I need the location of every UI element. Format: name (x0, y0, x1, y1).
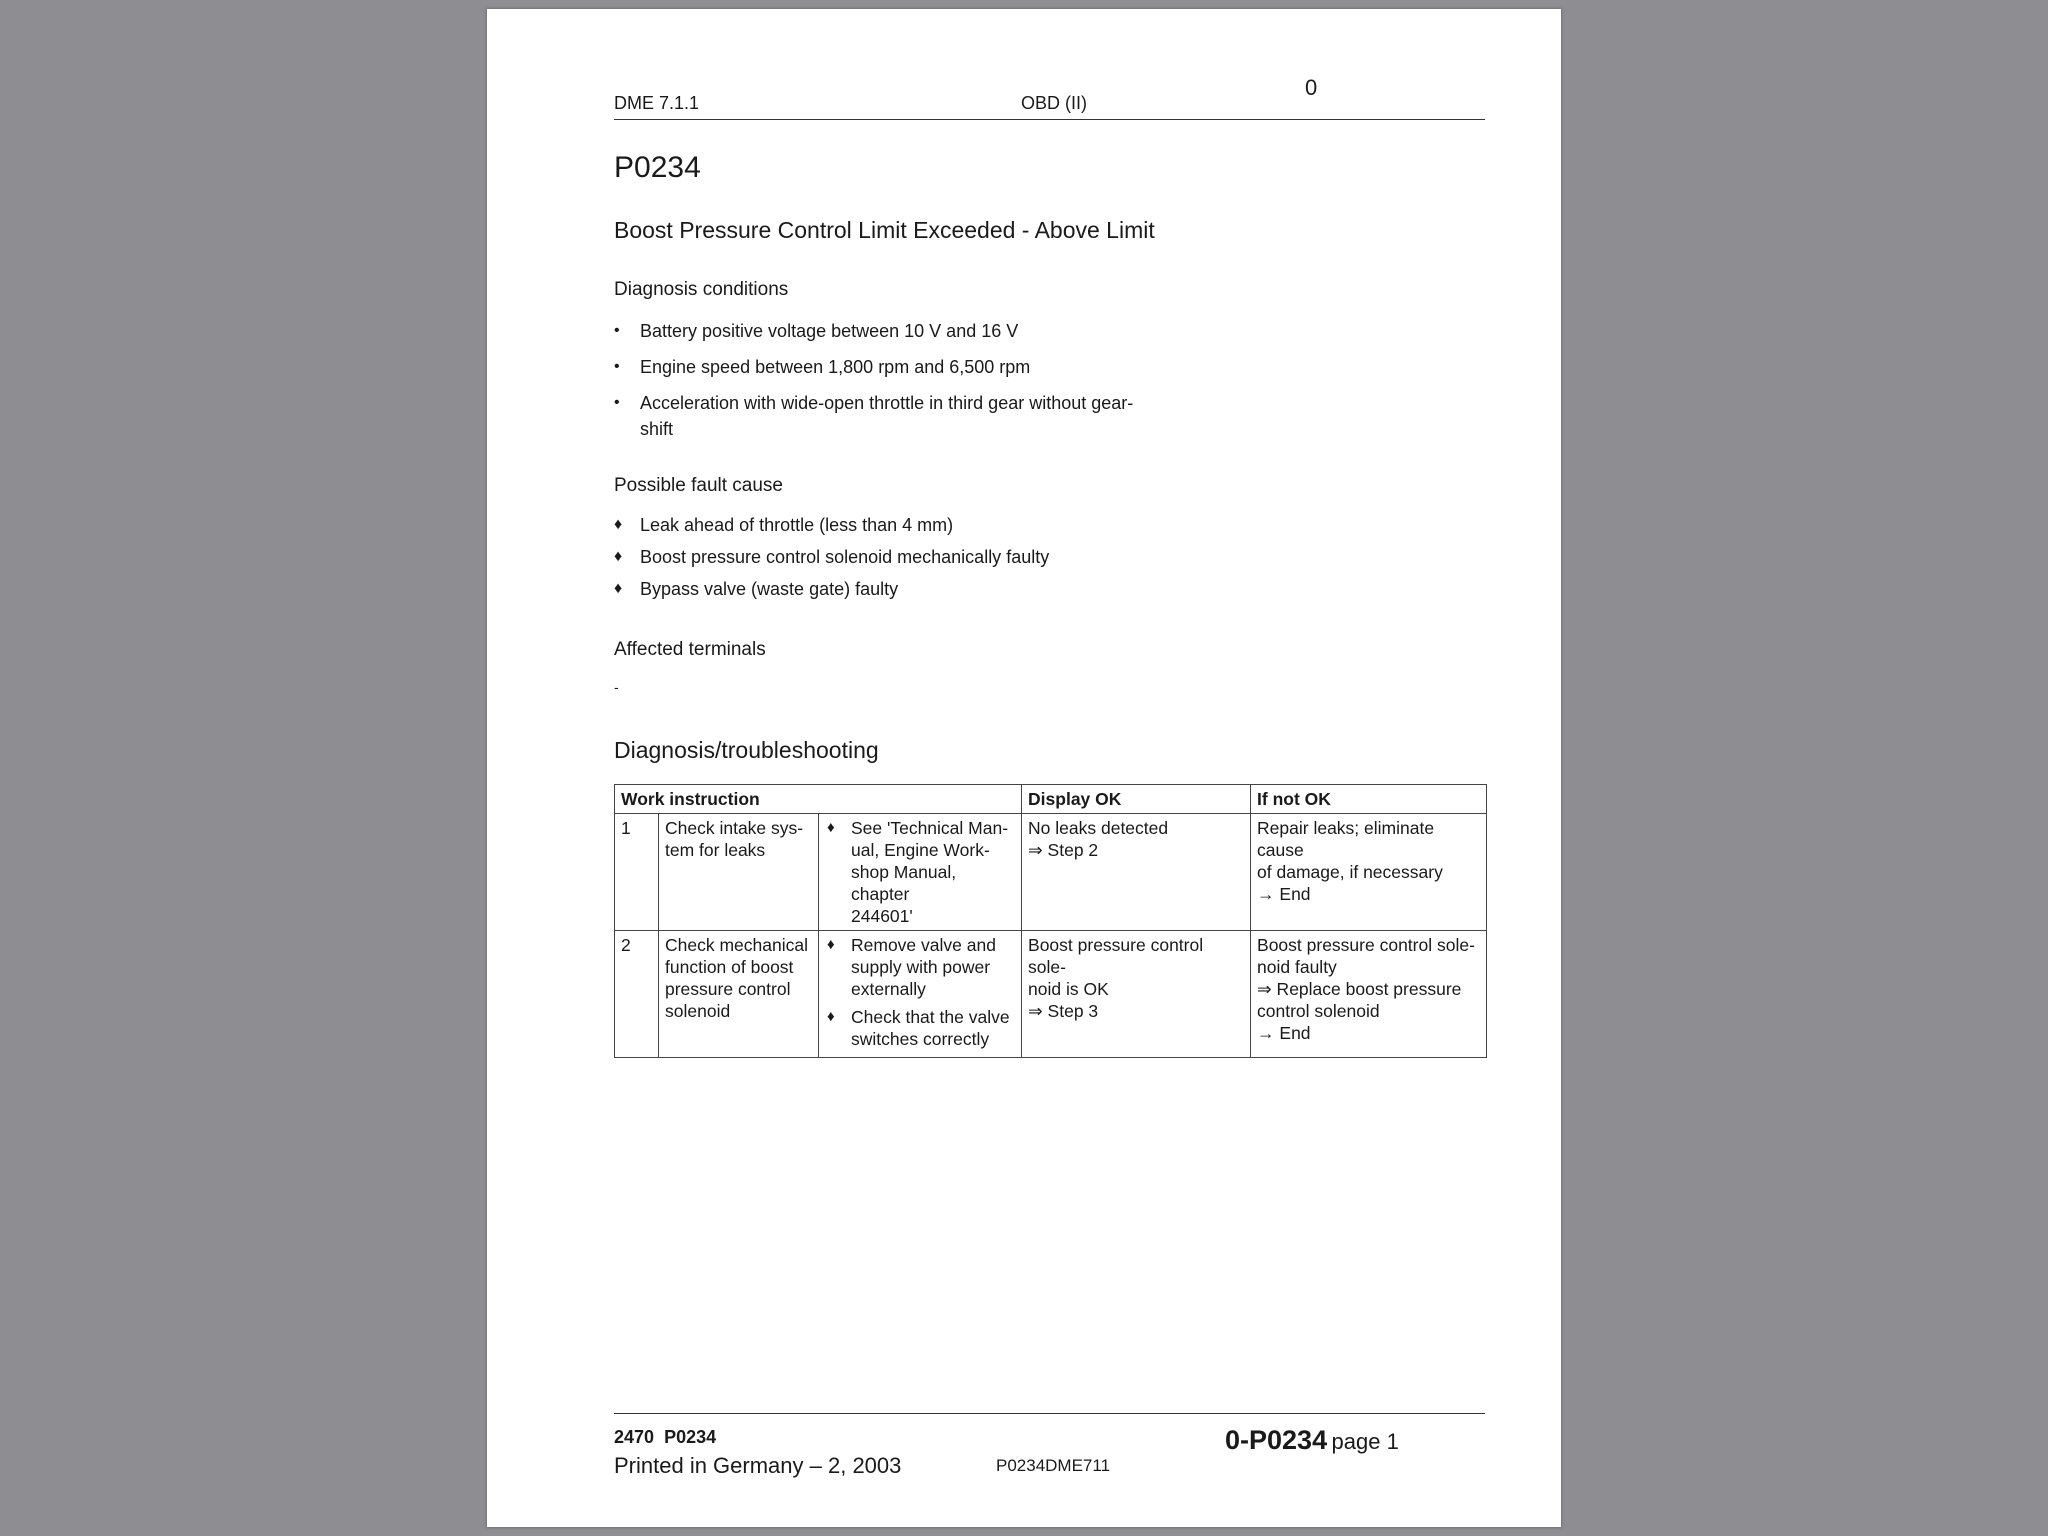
diamond-bullet-icon: ♦ (614, 580, 623, 597)
footer-file-id: P0234DME711 (996, 1456, 1111, 1475)
diamond-bullet-icon: ♦ (827, 819, 835, 836)
footer-page-code: 0-P0234 (1225, 1425, 1328, 1455)
diamond-bullet-icon: ♦ (614, 516, 623, 533)
step-number: 2 (615, 931, 659, 1058)
table-row (615, 931, 1487, 1058)
if-not-ok-cell: Repair leaks; eliminate cause of damage, if necessary → End (1251, 814, 1487, 931)
bullet-icon: • (614, 394, 620, 411)
detail-item: ♦ Check that the valve switches correctly (827, 1007, 1010, 1049)
affected-terminals-value: - (614, 679, 619, 695)
footer-printed: Printed in Germany – 2, 2003 (614, 1453, 902, 1478)
step-instruction: Check intake sys- tem for leaks (659, 814, 819, 931)
step-instruction: Check mechanical function of boost pressure control solenoid (659, 931, 819, 1058)
step-details (819, 931, 1022, 1058)
footer-doc-id: 2470 P0234 (614, 1427, 717, 1447)
if-not-ok-cell: Boost pressure control sole- noid faulty ⇒ Replace boost pressure control solenoid → End (1251, 931, 1487, 1058)
detail-item: ♦ See 'Technical Man- ual, Engine Work- shop Manual, chapter 244601' (827, 818, 1009, 926)
header-center: OBD (II) (1021, 93, 1087, 113)
header-right: 0 (1305, 75, 1318, 100)
step-number: 1 (615, 814, 659, 931)
diagnosis-conditions-heading: Diagnosis conditions (614, 279, 789, 300)
display-ok-cell: Boost pressure control sole- noid is OK ⇒ Step 3 (1022, 931, 1251, 1058)
bullet-icon: • (614, 358, 620, 375)
footer-page-info (1225, 1425, 1399, 1456)
diamond-bullet-icon: ♦ (827, 1008, 835, 1025)
display-ok-cell: No leaks detected ⇒ Step 2 (1022, 814, 1251, 931)
footer-page-label: page 1 (1331, 1429, 1399, 1454)
step-details (819, 814, 1022, 931)
column-header-if-not-ok: If not OK (1251, 785, 1487, 814)
column-header-display-ok: Display OK (1022, 785, 1251, 814)
diamond-bullet-icon: ♦ (827, 936, 835, 953)
affected-terminals-heading: Affected terminals (614, 639, 766, 660)
header-left: DME 7.1.1 (614, 93, 700, 113)
bullet-icon: • (614, 322, 620, 339)
table-row (615, 814, 1487, 931)
page-subtitle: Boost Pressure Control Limit Exceeded - Above Limit (614, 217, 1155, 243)
troubleshooting-heading: Diagnosis/troubleshooting (614, 737, 879, 763)
diamond-bullet-icon: ♦ (614, 548, 623, 565)
document-page: DME 7.1.1 OBD (II) 0 P0234 Boost Pressure Control Limit Exceeded - Above Limit Diagnosis conditions • Battery positive voltage between 10 V and 16 V • Engine speed between 1,800 rpm and 6,500 rpm • Acceleration with wide-open throttle in third gear without gear- shift Possible fault cause ♦ Leak ahead of throttle (less than 4 mm) ♦ Boost pressure control solenoid mechanically faulty ♦ Bypass valve (waste gate) faulty Affected terminals - Diagnosis/troubleshooting Work instruction Display OK If not OK 1 Check intake sys- tem for leaks ♦ See 'Technical Man- ual, Engine Work- shop Manual, chapter 244601' No leaks detected ⇒ Step 2 Repair leaks; eliminate cause of damage, if necessary → End 2 Check mechanical function of boost pressure control solenoid ♦ Remove valve and supply with power externally ♦ Check that the valve switches correctly Boost pressure control sole- noid is OK ⇒ Step 3 Boost pressure control sole- noid faulty ⇒ Replace boost pressure control solenoid → End 2470 P0234 Printed in Germany – 2, 2003 P0234DME711 0-P0234 page 1 (487, 9, 1561, 1527)
page-title: P0234 (614, 151, 701, 184)
possible-fault-cause-heading: Possible fault cause (614, 475, 783, 496)
footer-rule (614, 1413, 1485, 1414)
detail-item: ♦ Remove valve and supply with power externally (827, 935, 996, 999)
table-header-row (615, 785, 1487, 814)
column-header-work-instruction: Work instruction (615, 785, 1022, 814)
header-rule (614, 119, 1485, 120)
troubleshooting-table (614, 784, 1487, 1058)
